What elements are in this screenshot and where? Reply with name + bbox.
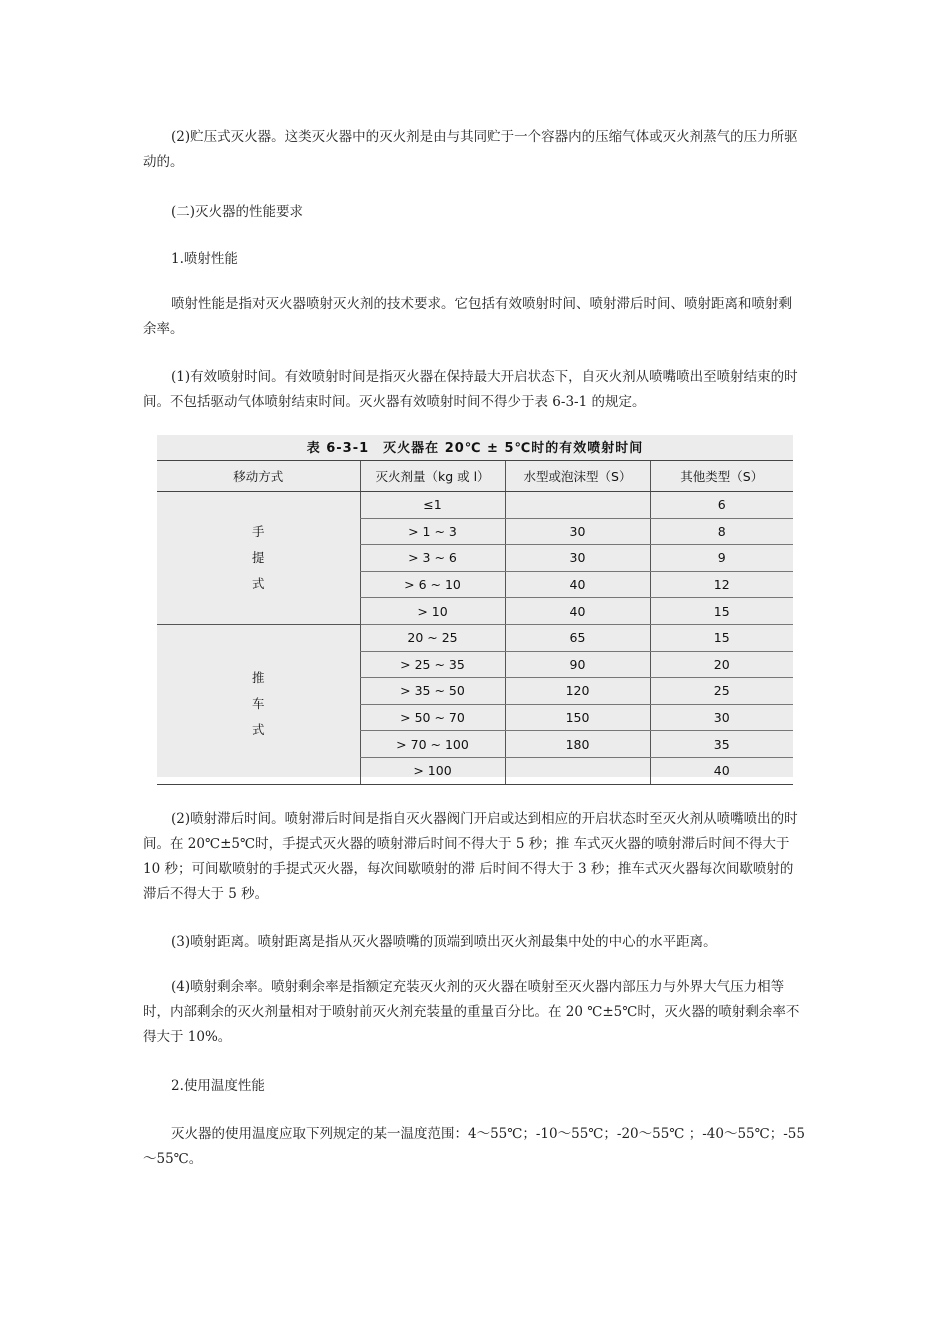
cell-amount: > 50 ~ 70 <box>360 704 505 731</box>
header-water: 水型或泡沫型（S） <box>505 461 650 492</box>
cell-water: 180 <box>505 731 650 758</box>
cell-water <box>505 757 650 784</box>
cell-other: 9 <box>650 545 793 572</box>
cell-amount: > 100 <box>360 757 505 784</box>
cell-amount: > 3 ~ 6 <box>360 545 505 572</box>
group-label-wheeled: 推 车 式 <box>157 624 360 784</box>
table-header-row <box>157 461 793 492</box>
cell-amount: > 25 ~ 35 <box>360 651 505 678</box>
cell-water: 30 <box>505 545 650 572</box>
paragraph-temperature-range: 灭火器的使用温度应取下列规定的某一温度范围：4～55℃；-10～55℃；-20～55℃ ；-40～55℃；-55～55℃。 <box>143 1126 805 1167</box>
paragraph-effective-time: (1)有效喷射时间。有效喷射时间是指灭火器在保持最大开启状态下，自灭火剂从喷嘴喷出至喷射结束的时间。不包括驱动气体喷射结束时间。灭火器有效喷射时间不得少于表 6-3-1 的规定。 <box>143 369 798 410</box>
header-other: 其他类型（S） <box>650 461 793 492</box>
cell-other: 15 <box>650 598 793 625</box>
cell-water: 30 <box>505 518 650 545</box>
cell-water <box>505 492 650 519</box>
cell-water: 90 <box>505 651 650 678</box>
cell-other: 35 <box>650 731 793 758</box>
subsection-heading-temperature: 2.使用温度性能 <box>171 1078 265 1094</box>
cell-other: 20 <box>650 651 793 678</box>
cell-amount: ≤1 <box>360 492 505 519</box>
subsection-heading-spray: 1.喷射性能 <box>171 251 238 267</box>
cell-other: 25 <box>650 678 793 705</box>
paragraph-pressure-stored: (2)贮压式灭火器。这类灭火器中的灭火剂是由与其同贮于一个容器内的压缩气体或灭火剂蒸气的压力所驱动的。 <box>143 129 798 170</box>
header-mode: 移动方式 <box>157 461 360 492</box>
section-heading-performance: (二)灭火器的性能要求 <box>171 204 304 220</box>
cell-other: 15 <box>650 624 793 651</box>
paragraph-residual-rate: (4)喷射剩余率。喷射剩余率是指额定充装灭火剂的灭火器在喷射至灭火器内部压力与外界大气压力相等时，内部剩余的灭火剂量相对于喷射前灭火剂充装量的重量百分比。在 20 ℃±5℃时，灭火器的喷射剩余率不得大于 10%。 <box>143 979 800 1045</box>
spray-time-table <box>157 460 793 785</box>
cell-amount: > 10 <box>360 598 505 625</box>
cell-other: 30 <box>650 704 793 731</box>
cell-water: 40 <box>505 571 650 598</box>
group-label-portable: 手 提 式 <box>157 492 360 625</box>
cell-water: 40 <box>505 598 650 625</box>
paragraph-spray-distance: (3)喷射距离。喷射距离是指从灭火器喷嘴的顶端到喷出灭火剂最集中处的中心的水平距离。 <box>171 934 717 950</box>
header-amount: 灭火剂量（kg 或 l） <box>360 461 505 492</box>
cell-other: 12 <box>650 571 793 598</box>
cell-water: 120 <box>505 678 650 705</box>
cell-other: 8 <box>650 518 793 545</box>
cell-amount: > 70 ~ 100 <box>360 731 505 758</box>
spray-time-table-figure <box>157 435 793 777</box>
cell-amount: > 1 ~ 3 <box>360 518 505 545</box>
cell-amount: > 6 ~ 10 <box>360 571 505 598</box>
cell-water: 150 <box>505 704 650 731</box>
cell-water: 65 <box>505 624 650 651</box>
cell-other: 40 <box>650 757 793 784</box>
paragraph-spray-performance: 喷射性能是指对灭火器喷射灭火剂的技术要求。它包括有效喷射时间、喷射滞后时间、喷射距离和喷射剩余率。 <box>143 296 792 337</box>
cell-other: 6 <box>650 492 793 519</box>
table-title: 表 6-3-1 灭火器在 20℃ ± 5℃时的有效喷射时间 <box>306 441 644 456</box>
table-row <box>157 492 793 519</box>
paragraph-lag-time: (2)喷射滞后时间。喷射滞后时间是指自灭火器阀门开启或达到相应的开启状态时至灭火剂从喷嘴喷出的时间。在 20℃±5℃时，手提式灭火器的喷射滞后时间不得大于 5 秒；推 车式灭火器的喷射滞后时间不得大于 10 秒；可间歇喷射的手提式灭火器，每次间歇喷射的滞 后时间不得大于 3 秒；推车式灭火器每次间歇喷射的滞后不得大于 5 秒。 <box>143 811 798 902</box>
table-row <box>157 624 793 651</box>
cell-amount: > 35 ~ 50 <box>360 678 505 705</box>
cell-amount: 20 ~ 25 <box>360 624 505 651</box>
